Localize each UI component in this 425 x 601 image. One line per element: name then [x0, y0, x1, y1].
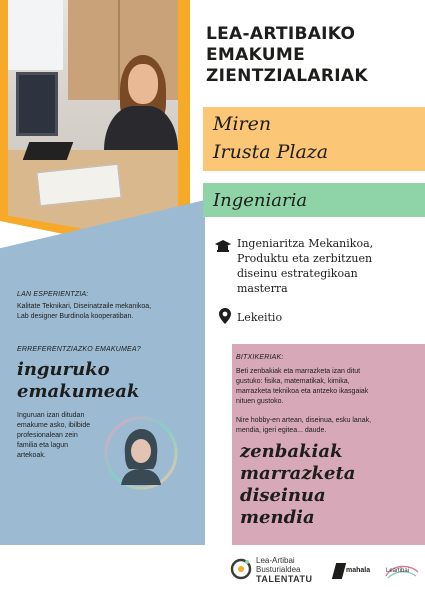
location-text: Lekeitio — [237, 311, 283, 324]
role-model-heading-line: emakumeak — [17, 381, 140, 402]
role-model-line: familia eta lagun — [17, 442, 68, 449]
mahala-logo — [334, 563, 374, 581]
hobby-keyword: diseinua — [240, 485, 326, 506]
education-line: masterra — [237, 282, 288, 295]
hobbies-line: marrazketa teknikoa eta antzeko ikasgaiak — [236, 388, 369, 395]
hobby-keyword: zenbakiak — [240, 441, 343, 462]
hobbies-line: mendia, igeri egitea... daude. — [236, 427, 327, 434]
title-line: EMAKUME — [206, 45, 305, 65]
role-model-heading-line: inguruko — [17, 359, 110, 380]
experience-line: Lab designer Burdinola kooperatiban. — [17, 313, 134, 320]
map-pin-icon — [219, 308, 231, 324]
experience-line: Kalitate Teknikari, Diseinatzaile mekanikoa, — [17, 303, 152, 310]
role-model-line: profesionalean zein — [17, 432, 78, 439]
role-model-line: emakume asko, ibilbide — [17, 422, 91, 429]
person-name — [213, 110, 328, 166]
role-model-heading — [17, 359, 139, 403]
education-line: Ingeniaritza Mekanikoa, — [237, 237, 374, 250]
hobby-keyword: mendia — [240, 507, 315, 528]
title-line: ZIENTZIALARIAK — [206, 66, 368, 86]
talentatu-logo — [256, 556, 313, 585]
hobbies-line: nituen gustoko. — [236, 398, 284, 405]
role-model-text — [17, 411, 112, 461]
hobbies-text-2 — [236, 416, 422, 436]
name-line: Miren — [213, 113, 272, 135]
poster-title — [206, 24, 416, 87]
hobbies-line: gustuko: fisika, matematikak, kimika, — [236, 378, 350, 385]
leartibai-logo-text: Leartibai — [386, 568, 410, 574]
photo-person-face — [128, 64, 158, 104]
logo-line: Lea-Artibai — [256, 556, 295, 565]
hobbies-line: Nire hobby-en artean, diseinua, esku lanak, — [236, 417, 372, 424]
mahala-logo-mark — [332, 563, 346, 579]
logo-line: TALENTATU — [256, 574, 313, 584]
experience-label: LAN ESPERIENTZIA: — [17, 291, 89, 298]
hobbies-label: BITXIKERIAK: — [236, 354, 284, 361]
mahala-logo-text: mahala — [346, 567, 371, 574]
logo-line: Busturialdea — [256, 565, 301, 574]
role-model-label: ERREFERENTZIAZKO EMAKUMEA? — [17, 346, 141, 353]
hobbies-line: Beti zenbakiak eta marrazketa izan ditut — [236, 368, 361, 375]
person-role: Ingeniaria — [213, 190, 308, 211]
hobbies-keywords — [240, 441, 355, 529]
graduation-cap-icon — [215, 238, 231, 252]
photo-monitor — [16, 72, 58, 136]
hobby-keyword: marrazketa — [240, 463, 356, 484]
name-line: Irusta Plaza — [213, 141, 329, 163]
photo-keyboard — [23, 142, 74, 160]
talentatu-logo-icon — [230, 558, 252, 580]
education-line: Produktu eta zerbitzuen — [237, 252, 373, 265]
education-text — [237, 236, 422, 296]
portrait-photo — [8, 0, 178, 245]
education-line: diseinu estrategikoan — [237, 267, 358, 280]
hobbies-text-1 — [236, 367, 422, 407]
experience-text — [17, 302, 202, 322]
photo-window — [8, 0, 63, 70]
role-model-line: artekoak. — [17, 452, 46, 459]
role-model-line: Inguruan izan ditudan — [17, 412, 85, 419]
title-line: LEA-ARTIBAIKO — [206, 24, 356, 44]
woman-avatar-icon — [103, 415, 179, 491]
leartibai-logo — [384, 562, 420, 582]
